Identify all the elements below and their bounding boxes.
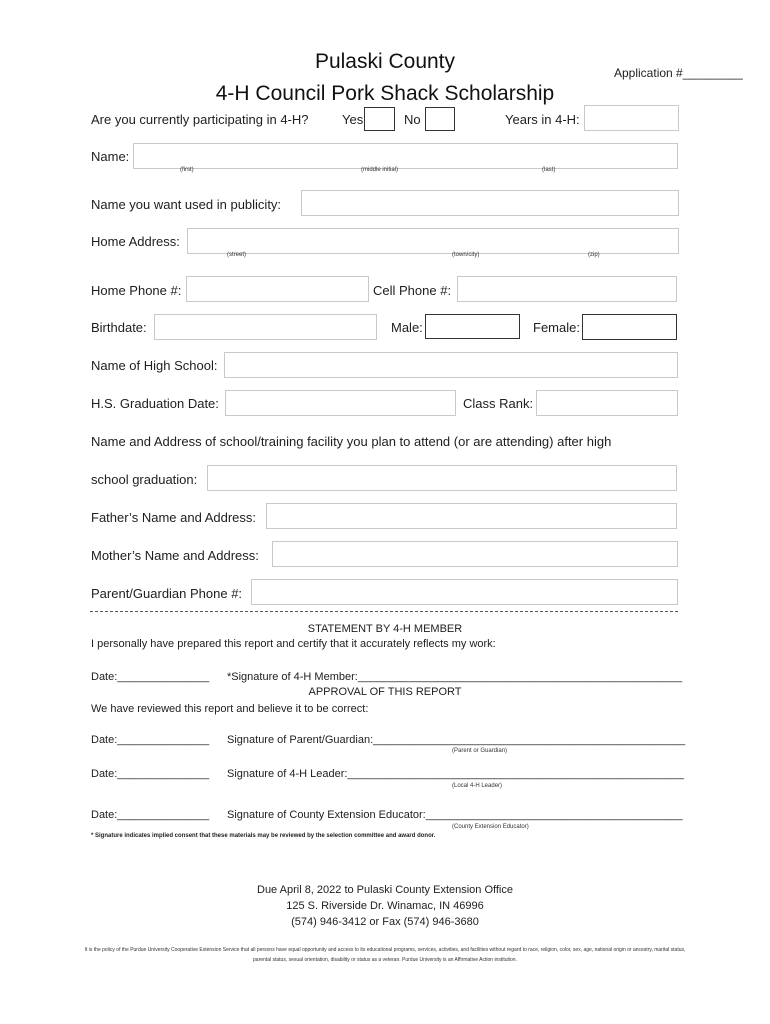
equal-opportunity-policy: It is the policy of the Purdue University Cooperative Extension Service that all persons have equal opportunity and access to its educational programs, services, activities, and facilities without regard to race, religion, color, sex, age, national origin or ancestry, marital status, parental status, sexual orientation, disability or status as a veteran. Purdue University is an Affirmative Action institution. <box>84 947 686 963</box>
years-input[interactable] <box>584 105 679 131</box>
leader-date: Date:_______________ <box>91 768 210 780</box>
due-date: Due April 8, 2022 to Pulaski County Extension Office <box>257 884 513 896</box>
member-date: Date:_______________ <box>91 671 210 683</box>
publicity-label: Name you want used in publicity: <box>91 197 282 212</box>
mother-label: Mother’s Name and Address: <box>91 548 259 563</box>
section-divider <box>90 611 678 612</box>
guardian-phone-label: Parent/Guardian Phone #: <box>91 586 243 601</box>
no-checkbox[interactable] <box>425 107 455 131</box>
yes-label: Yes <box>342 112 364 127</box>
title-line-2: 4-H Council Pork Shack Scholarship <box>215 82 555 105</box>
grad-date-input[interactable] <box>225 390 456 416</box>
class-rank-input[interactable] <box>536 390 678 416</box>
high-school-label: Name of High School: <box>91 358 218 373</box>
parent-signature: Signature of Parent/Guardian:___________________________________________________ <box>227 734 686 746</box>
birthdate-input[interactable] <box>154 314 377 340</box>
no-label: No <box>404 112 421 127</box>
school-after-line-1: Name and Address of school/training facility you plan to attend (or are attending) after high <box>91 434 612 449</box>
home-address-input[interactable] <box>187 228 679 254</box>
mother-input[interactable] <box>272 541 678 567</box>
signature-note: * Signature indicates implied consent that these materials may be reviewed by the selection committee and award donor. <box>91 833 436 839</box>
office-address: 125 S. Riverside Dr. Winamac, IN 46996 <box>286 900 484 912</box>
home-phone-label: Home Phone #: <box>91 283 182 298</box>
statement-text: I personally have prepared this report and certify that it accurately reflects my work: <box>91 638 496 650</box>
name-last-caption: (last) <box>542 167 556 173</box>
guardian-phone-input[interactable] <box>251 579 678 605</box>
home-phone-input[interactable] <box>186 276 369 302</box>
father-input[interactable] <box>266 503 677 529</box>
school-after-input[interactable] <box>207 465 677 491</box>
office-phone: (574) 946-3412 or Fax (574) 946-3680 <box>291 916 479 928</box>
cell-phone-input[interactable] <box>457 276 677 302</box>
educator-caption: (County Extension Educator) <box>452 824 529 830</box>
application-number: Application #_________ <box>614 66 743 80</box>
father-label: Father’s Name and Address: <box>91 510 256 525</box>
addr-street-caption: (street) <box>227 252 247 258</box>
member-signature: *Signature of 4-H Member:_____________________________________________________ <box>227 671 683 683</box>
leader-caption: (Local 4-H Leader) <box>452 783 503 789</box>
class-rank-label: Class Rank: <box>463 396 534 411</box>
name-input[interactable] <box>133 143 678 169</box>
addr-zip-caption: (zip) <box>588 252 600 258</box>
male-label: Male: <box>391 320 423 335</box>
home-address-label: Home Address: <box>91 234 180 249</box>
birthdate-label: Birthdate: <box>91 320 147 335</box>
leader-signature: Signature of 4-H Leader:_______________________________________________________ <box>227 768 684 780</box>
parent-date: Date:_______________ <box>91 734 210 746</box>
educator-date: Date:_______________ <box>91 809 210 821</box>
male-input[interactable] <box>425 314 520 339</box>
grad-date-label: H.S. Graduation Date: <box>91 396 219 411</box>
approval-heading: APPROVAL OF THIS REPORT <box>308 686 462 698</box>
educator-signature: Signature of County Extension Educator:__________________________________________ <box>227 809 683 821</box>
publicity-input[interactable] <box>301 190 679 216</box>
name-first-caption: (first) <box>180 167 194 173</box>
parent-caption: (Parent or Guardian) <box>452 748 508 754</box>
school-after-line-2: school graduation: <box>91 472 198 487</box>
statement-heading: STATEMENT BY 4-H MEMBER <box>307 623 463 635</box>
title-line-1: Pulaski County <box>314 50 456 73</box>
high-school-input[interactable] <box>224 352 678 378</box>
participating-label: Are you currently participating in 4-H? <box>91 112 309 127</box>
name-label: Name: <box>91 149 130 164</box>
female-input[interactable] <box>582 314 677 340</box>
approval-text: We have reviewed this report and believe it to be correct: <box>91 703 369 715</box>
addr-town-caption: (town/city) <box>452 252 480 258</box>
years-label: Years in 4-H: <box>505 112 580 127</box>
cell-phone-label: Cell Phone #: <box>373 283 452 298</box>
name-middle-caption: (middle initial) <box>361 167 399 173</box>
yes-checkbox[interactable] <box>364 107 395 131</box>
female-label: Female: <box>533 320 580 335</box>
